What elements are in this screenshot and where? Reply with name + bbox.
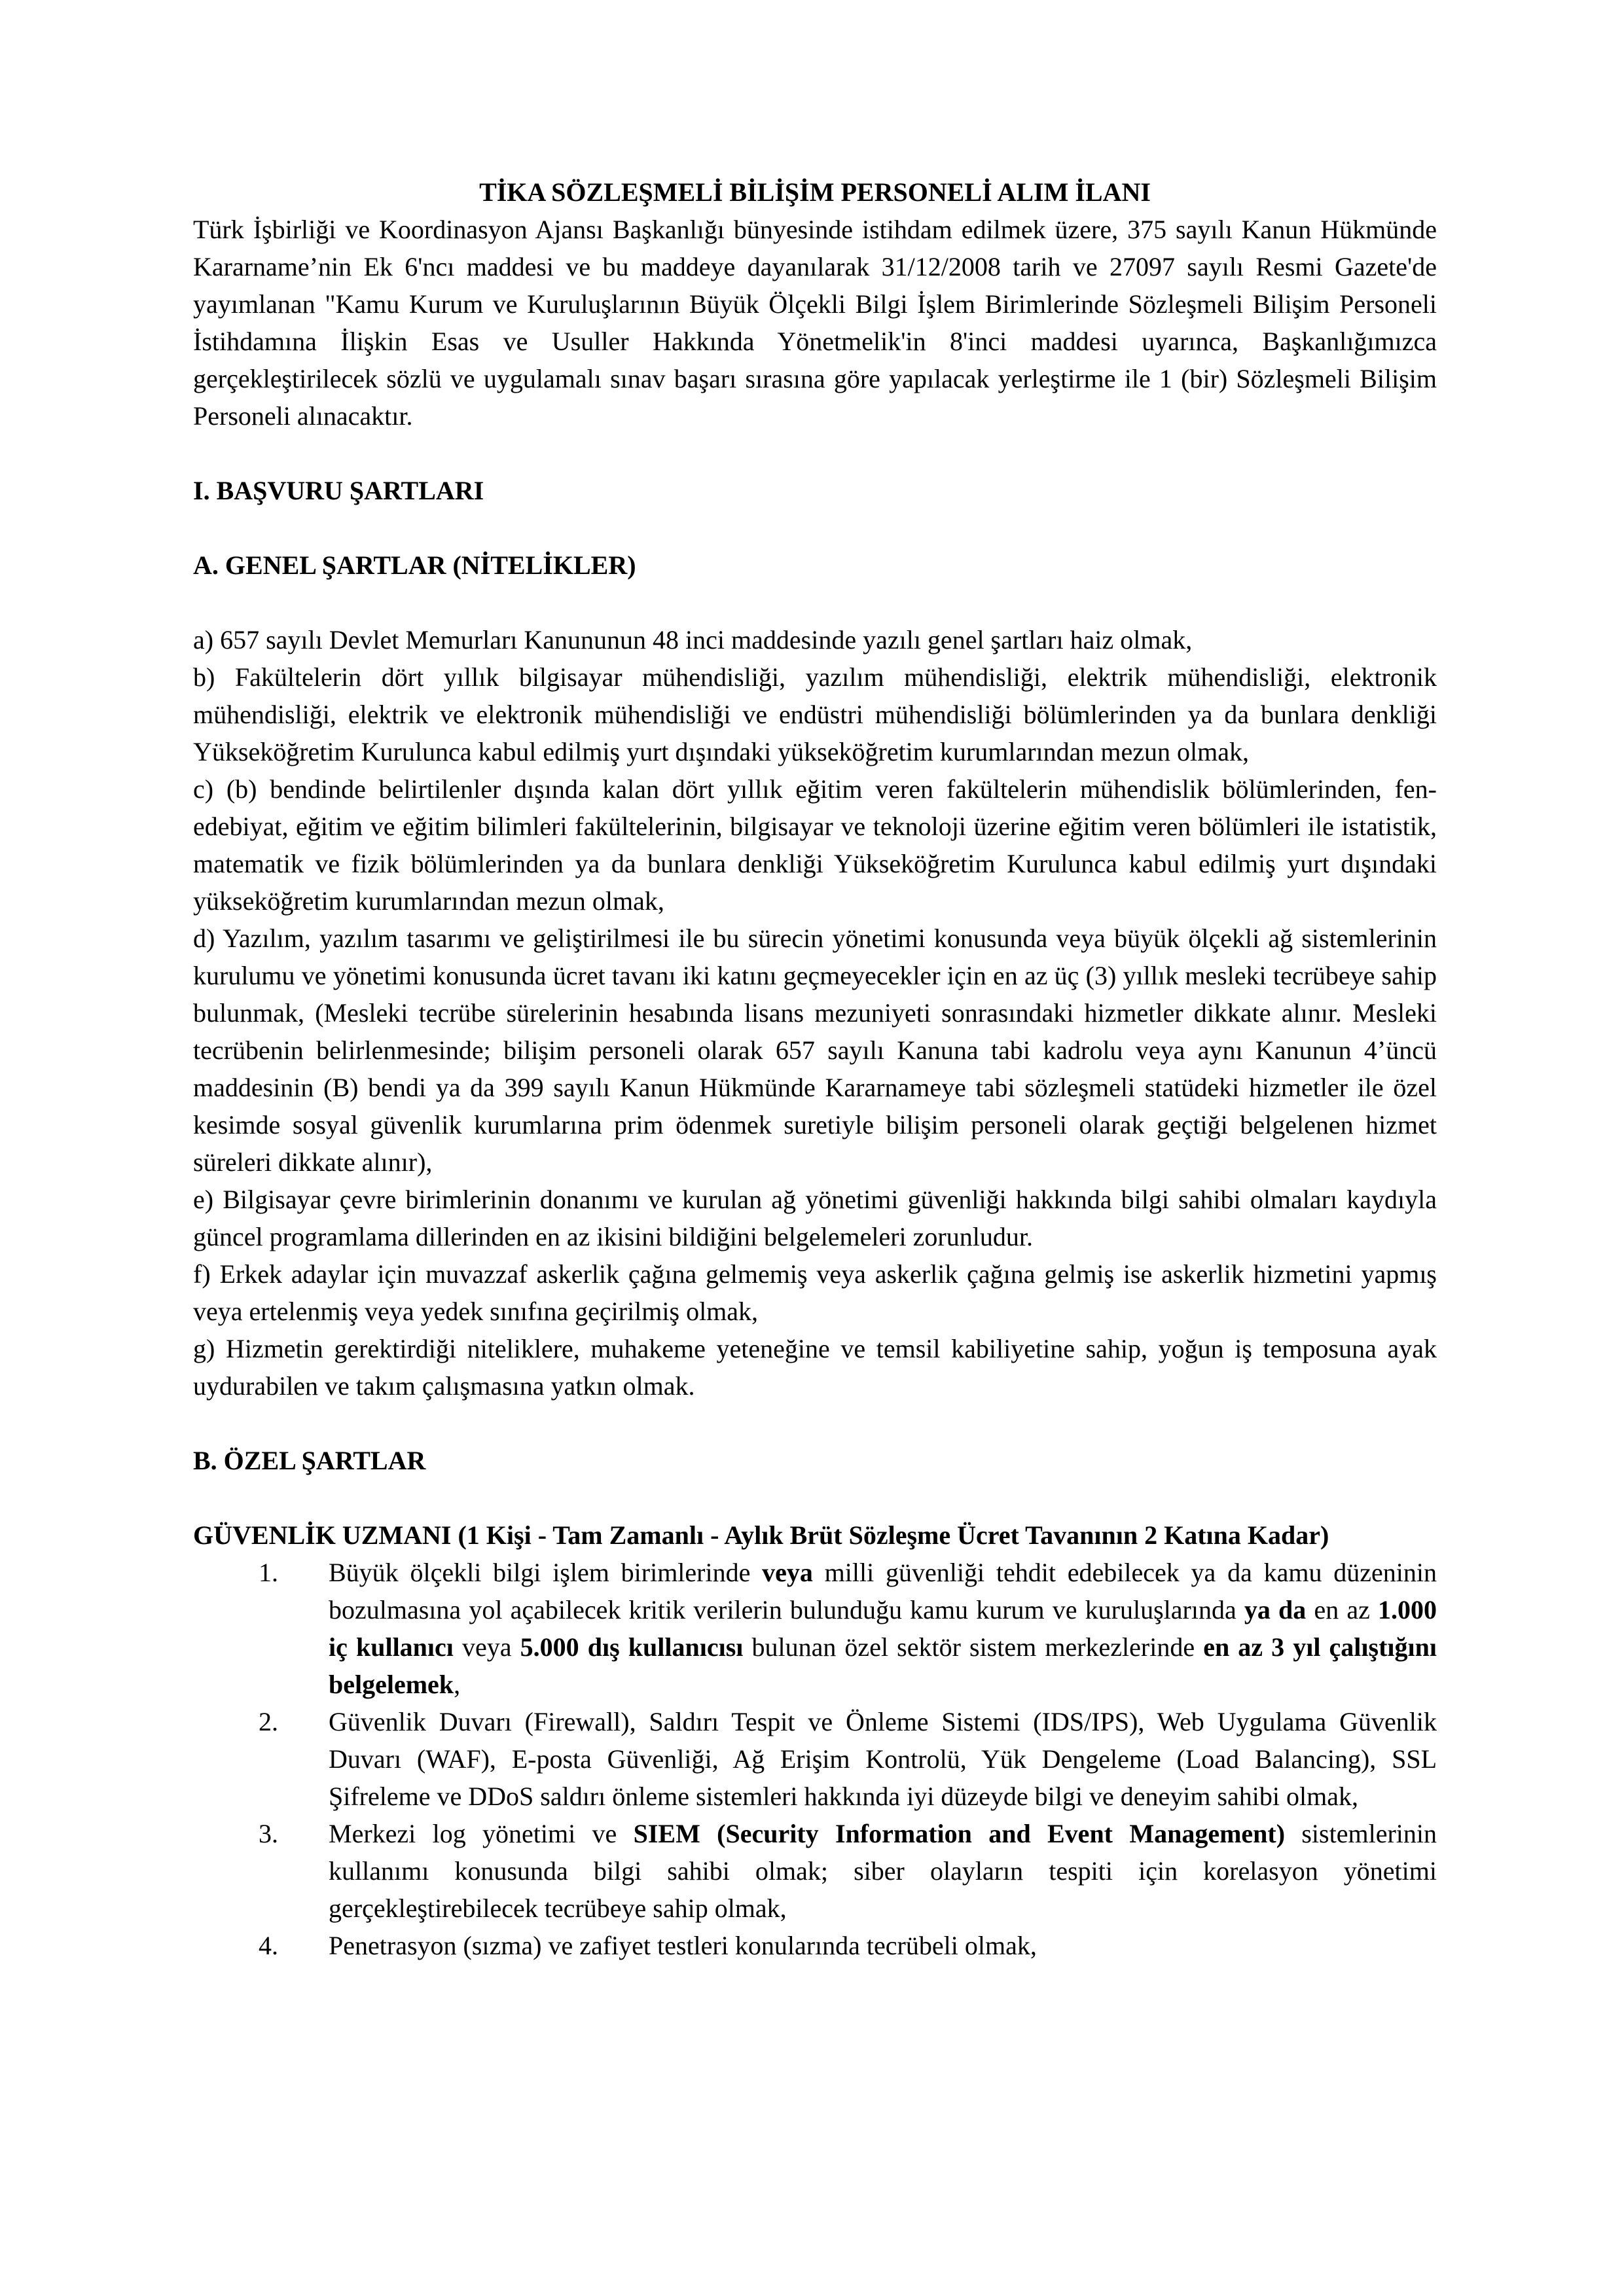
- spacer: [193, 584, 1437, 621]
- emphasis-text: ya da: [1244, 1595, 1307, 1624]
- emphasis-text: 1.000 iç kullanıcı: [329, 1595, 1437, 1662]
- spacer: [193, 435, 1437, 472]
- spacer: [193, 1405, 1437, 1442]
- section-heading-ozel-sartlar: B. ÖZEL ŞARTLAR: [193, 1446, 426, 1475]
- job-title-heading: GÜVENLİK UZMANI (1 Kişi - Tam Zamanlı - Aylık Brüt Sözleşme Ücret Tavanının 2 Katına Kadar): [193, 1520, 1329, 1550]
- list-item: [240, 1554, 1437, 1703]
- spacer: [193, 1479, 1437, 1516]
- general-condition-g: g) Hizmetin gerektirdiği niteliklere, muhakeme yeteneğine ve temsil kabiliyetine sahip, yoğun iş temposuna ayak uydurabilen ve takım çalışmasına yatkın olmak.: [193, 1334, 1437, 1401]
- list-item-text: milli güvenliği tehdit edebilecek ya da kamu düzeninin bozulmasına yol açabilecek kritik verilerin bulunduğu kamu kurum ve kuruluşlarında: [329, 1558, 1437, 1624]
- section-heading-genel-sartlar: A. GENEL ŞARTLAR (NİTELİKLER): [193, 550, 636, 580]
- list-item: [240, 1815, 1437, 1927]
- list-item-text: Güvenlik Duvarı (Firewall), Saldırı Tespit ve Önleme Sistemi (IDS/IPS), Web Uygulama Güvenlik Duvarı (WAF), E-posta Güvenliği, Ağ Erişim Kontrolü, Yük Dengeleme (Load Balancing), SSL Şifreleme ve DDoS saldırı önleme sistemleri hakkında iyi düzeyde bilgi ve deneyim sahibi olmak,: [329, 1707, 1437, 1811]
- list-item-text: sistemlerinin kullanımı konusunda bilgi sahibi olmak; siber olayların tespiti için korelasyon yönetimi gerçekleştirebilecek tecrübeye sahip olmak,: [329, 1819, 1437, 1923]
- emphasis-text: veya: [762, 1558, 813, 1587]
- general-condition-c: c) (b) bendinde belirtilenler dışında kalan dört yıllık eğitim veren fakültelerin mühendislik bölümlerinden, fen-edebiyat, eğitim ve eğitim bilimleri fakültelerinin, bilgisayar ve teknoloji üzerine eğitim veren bölümleri ile istatistik, matematik ve fizik bölümlerinden ya da bunlara denkliği Yükseköğretim Kurulunca kabul edilmiş yurt dışındaki yükseköğretim kurumlarından mezun olmak,: [193, 774, 1437, 916]
- list-item: [240, 1703, 1437, 1815]
- list-item: [240, 1927, 1437, 1964]
- general-condition-f: f) Erkek adaylar için muvazzaf askerlik çağına gelmemiş veya askerlik çağına gelmiş ise askerlik hizmetini yapmış veya ertelenmiş veya yedek sınıfına geçirilmiş olmak,: [193, 1259, 1437, 1326]
- general-condition-a: a) 657 sayılı Devlet Memurları Kanununun 48 inci maddesinde yazılı genel şartları haiz olmak,: [193, 625, 1193, 655]
- list-item-text: Merkezi log yönetimi ve: [329, 1819, 634, 1848]
- page-title: TİKA SÖZLEŞMELİ BİLİŞİM PERSONELİ ALIM İLANI: [479, 177, 1151, 207]
- spacer: [193, 509, 1437, 547]
- special-conditions-list: [193, 1554, 1437, 1964]
- list-item-text: bulunan özel sektör sistem merkezlerinde: [743, 1632, 1204, 1662]
- list-item-text: en az: [1306, 1595, 1379, 1624]
- list-item-text: veya: [453, 1632, 520, 1662]
- emphasis-text: en az 3 yıl çalıştığını belgelemek: [329, 1632, 1437, 1699]
- list-item-text: Penetrasyon (sızma) ve zafiyet testleri konularında tecrübeli olmak,: [329, 1931, 1037, 1960]
- list-item-text: ,: [454, 1670, 461, 1699]
- emphasis-text: 5.000 dış kullanıcısı: [520, 1632, 744, 1662]
- list-item-text: Büyük ölçekli bilgi işlem birimlerinde: [329, 1558, 763, 1587]
- section-heading-basvuru-sartlari: I. BAŞVURU ŞARTLARI: [193, 476, 484, 505]
- emphasis-text: SIEM (Security Information and Event Management): [633, 1819, 1286, 1848]
- general-condition-e: e) Bilgisayar çevre birimlerinin donanımı ve kurulan ağ yönetimi güvenliği hakkında bilgi sahibi olmaları kaydıyla güncel programlama dillerinden en az ikisini bildiğini belgelemeleri zorunludur.: [193, 1185, 1437, 1251]
- general-condition-d: d) Yazılım, yazılım tasarımı ve geliştirilmesi ile bu sürecin yönetimi konusunda veya büyük ölçekli ağ sistemlerinin kurulumu ve yönetimi konusunda ücret tavanı iki katını geçmeyecekler için en az üç (3) yıllık mesleki tecrübeye sahip bulunmak, (Mesleki tecrübe sürelerinin hesabında lisans mezuniyeti sonrasındaki hizmetler dikkate alınır. Mesleki tecrübenin belirlenmesinde; bilişim personeli olarak 657 sayılı Kanuna tabi kadrolu veya aynı Kanunun 4’üncü maddesinin (B) bendi ya da 399 sayılı Kanun Hükmünde Kararnameye tabi sözleşmeli statüdeki hizmetler ile özel kesimde sosyal güvenlik kurumlarına prim ödenmek suretiyle bilişim personeli olarak geçtiği belgelenen hizmet süreleri dikkate alınır),: [193, 924, 1437, 1177]
- intro-paragraph: Türk İşbirliği ve Koordinasyon Ajansı Başkanlığı bünyesinde istihdam edilmek üzere, 375 sayılı Kanun Hükmünde Kararname’nin Ek 6'ncı maddesi ve bu maddeye dayanılarak 31/12/2008 tarih ve 27097 sayılı Resmi Gazete'de yayımlanan "Kamu Kurum ve Kuruluşlarının Büyük Ölçekli Bilgi İşlem Birimlerinde Sözleşmeli Bilişim Personeli İstihdamına İlişkin Esas ve Usuller Hakkında Yönetmelik'in 8'inci maddesi uyarınca, Başkanlığımızca gerçekleştirilecek sözlü ve uygulamalı sınav başarı sırasına göre yapılacak yerleştirme ile 1 (bir) Sözleşmeli Bilişim Personeli alınacaktır.: [193, 215, 1437, 431]
- general-condition-b: b) Fakültelerin dört yıllık bilgisayar mühendisliği, yazılım mühendisliği, elektrik mühendisliği, elektronik mühendisliği, elektrik ve elektronik mühendisliği ve endüstri mühendisliği bölümlerinden ya da bunlara denkliği Yükseköğretim Kurulunca kabul edilmiş yurt dışındaki yükseköğretim kurumlarından mezun olmak,: [193, 662, 1437, 766]
